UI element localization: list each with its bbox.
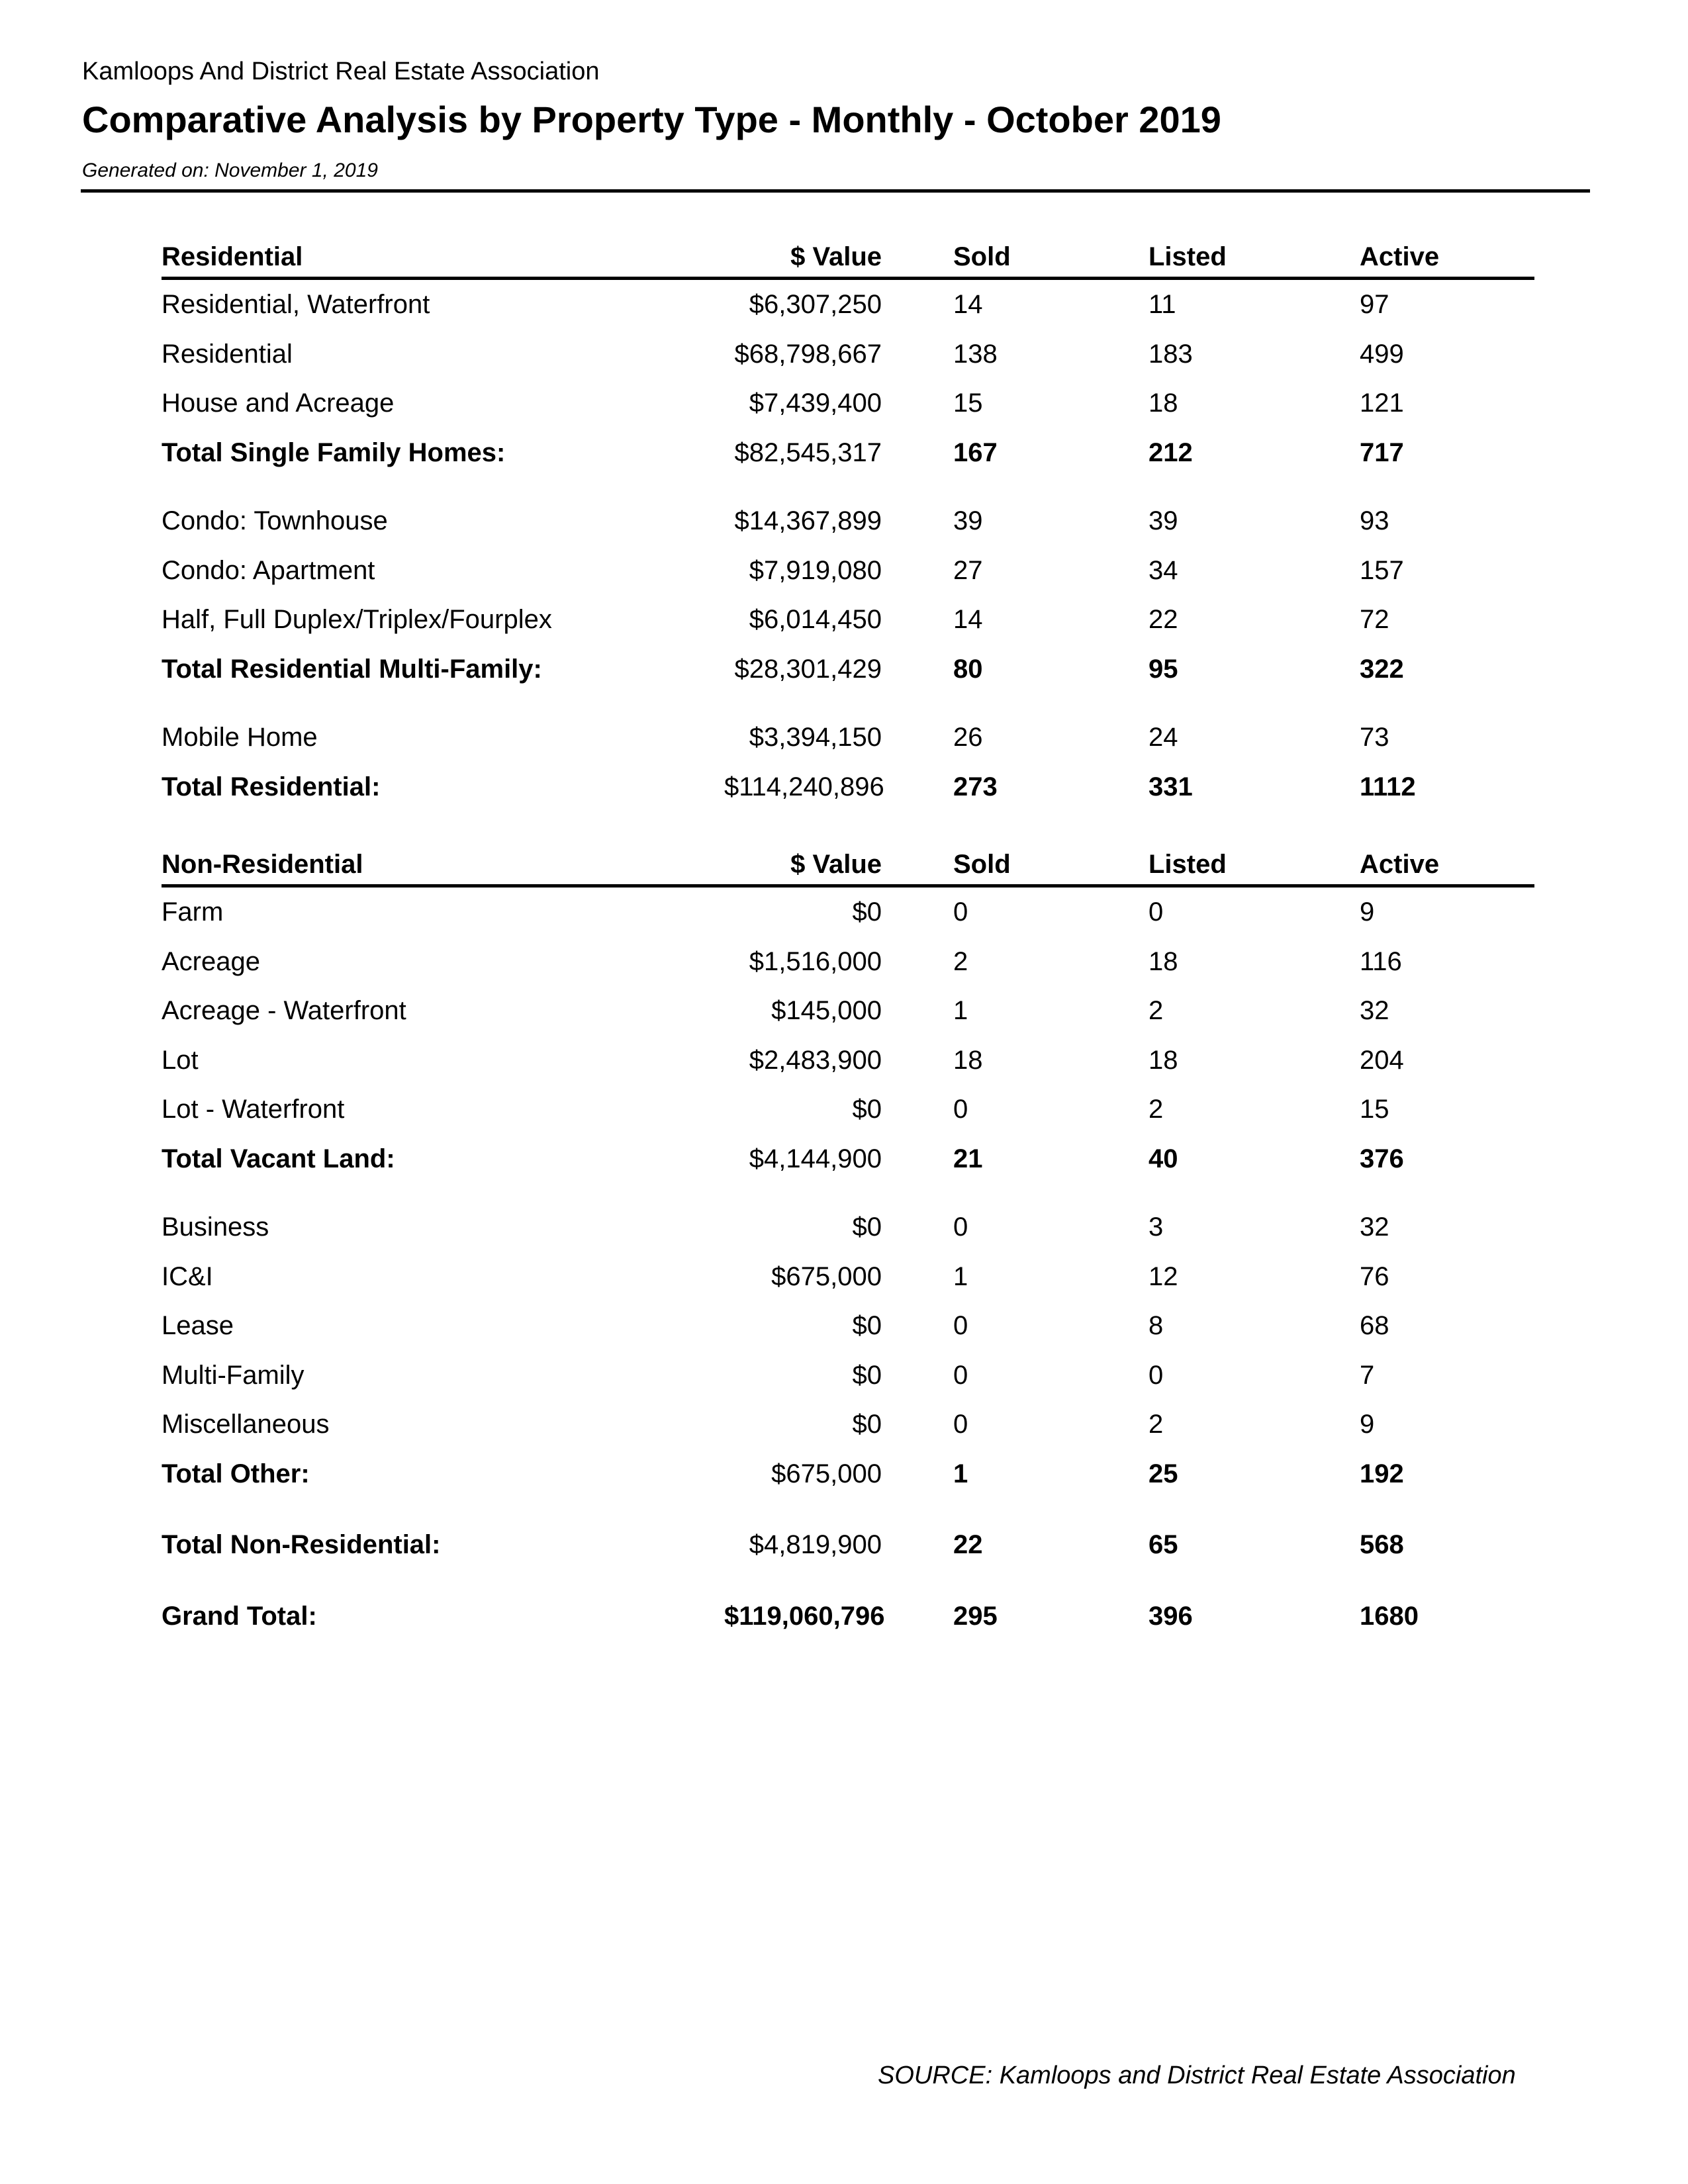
row-label: Miscellaneous: [162, 1410, 330, 1439]
column-header-active: Active: [1360, 841, 1534, 886]
row-label: Farm: [162, 897, 224, 927]
row-label: Total Residential:: [162, 772, 381, 801]
spacer: [162, 694, 1534, 713]
spacer: [162, 1183, 1534, 1203]
row-sold: 14: [953, 605, 983, 634]
row-active: 376: [1360, 1144, 1404, 1173]
column-header-value: $ Value: [724, 233, 882, 279]
spacer-cell: [162, 1498, 1534, 1520]
row-label: Acreage: [162, 946, 260, 976]
row-active: 76: [1360, 1261, 1389, 1291]
section-heading: Non-Residential: [162, 841, 724, 886]
row-active: 7: [1360, 1360, 1375, 1390]
column-gap: [882, 496, 953, 546]
column-gap: [882, 937, 953, 987]
row-listed: 2: [1149, 1410, 1164, 1439]
row-active: 73: [1360, 723, 1389, 752]
table-row: [162, 1400, 1534, 1449]
row-sold: 18: [953, 1045, 983, 1075]
table-row: [162, 279, 1534, 330]
subtotal-row-multi-family: [162, 645, 1534, 694]
table-row: [162, 1203, 1534, 1252]
row-value: $0: [852, 1311, 882, 1340]
table-row: [162, 595, 1534, 645]
column-gap: [882, 1203, 953, 1252]
row-listed: 40: [1149, 1144, 1178, 1173]
table-row: [162, 1351, 1534, 1400]
spacer: [162, 1498, 1534, 1520]
row-active: 157: [1360, 555, 1404, 585]
row-sold: 0: [953, 1360, 968, 1390]
row-label: Residential: [162, 339, 293, 369]
row-value: $6,014,450: [749, 605, 882, 634]
column-gap: [882, 1085, 953, 1134]
row-active: 72: [1360, 605, 1389, 634]
row-active: 9: [1360, 897, 1375, 927]
row-listed: 0: [1149, 1360, 1164, 1390]
row-sold: 80: [953, 654, 983, 684]
spacer: [162, 477, 1534, 496]
row-active: 32: [1360, 1212, 1389, 1242]
row-value: $1,516,000: [749, 946, 882, 976]
spacer-cell: [162, 694, 1534, 713]
row-value: $145,000: [771, 996, 882, 1025]
row-label: Total Vacant Land:: [162, 1144, 395, 1173]
spacer-cell: [162, 477, 1534, 496]
generated-date: Generated on: November 1, 2019: [82, 159, 378, 181]
row-listed: 396: [1149, 1601, 1193, 1631]
row-sold: 15: [953, 388, 983, 418]
subtotal-row-vacant-land: [162, 1134, 1534, 1184]
spacer-cell: [162, 1570, 1534, 1592]
row-label: Lot - Waterfront: [162, 1095, 345, 1124]
row-sold: 0: [953, 1410, 968, 1439]
row-value: $2,483,900: [749, 1045, 882, 1075]
residential-header-row: [162, 233, 1534, 279]
column-gap: [882, 428, 953, 478]
total-row-non-residential: [162, 1520, 1534, 1570]
report-title: Comparative Analysis by Property Type - Monthly - October 2019: [82, 99, 1221, 140]
row-active: 68: [1360, 1311, 1389, 1340]
column-gap: [882, 379, 953, 428]
row-active: 322: [1360, 654, 1404, 684]
row-sold: 14: [953, 290, 983, 319]
row-label: Acreage - Waterfront: [162, 996, 406, 1025]
row-active: 32: [1360, 996, 1389, 1025]
row-value: $82,545,317: [734, 437, 882, 467]
column-header-value: $ Value: [724, 841, 882, 886]
row-active: 116: [1360, 946, 1402, 976]
row-listed: 95: [1149, 654, 1178, 684]
column-header-sold: Sold: [953, 233, 1149, 279]
row-listed: 18: [1149, 1045, 1178, 1075]
row-value: $4,819,900: [749, 1530, 882, 1559]
total-row-residential: [162, 762, 1534, 812]
row-value: $0: [852, 1212, 882, 1242]
row-value: $0: [852, 897, 882, 927]
row-value: $7,919,080: [749, 555, 882, 585]
row-active: 204: [1360, 1045, 1404, 1075]
row-label: Multi-Family: [162, 1360, 305, 1390]
row-value: $4,144,900: [749, 1144, 882, 1173]
column-gap: [882, 986, 953, 1036]
row-listed: 22: [1149, 605, 1178, 634]
row-sold: 21: [953, 1144, 983, 1173]
row-label: Mobile Home: [162, 723, 318, 752]
column-gap: [882, 1449, 953, 1499]
spacer-cell: [162, 1183, 1534, 1203]
spacer: [162, 1570, 1534, 1592]
row-listed: 2: [1149, 1095, 1164, 1124]
row-value: $28,301,429: [734, 654, 882, 684]
table-row: [162, 496, 1534, 546]
row-listed: 25: [1149, 1459, 1178, 1488]
row-label: IC&I: [162, 1261, 213, 1291]
row-listed: 12: [1149, 1261, 1178, 1291]
row-sold: 1: [953, 996, 968, 1025]
row-sold: 1: [953, 1459, 968, 1488]
row-listed: 11: [1149, 290, 1176, 319]
row-listed: 65: [1149, 1530, 1178, 1559]
table-row: [162, 937, 1534, 987]
row-label: Lease: [162, 1311, 234, 1340]
column-gap: [882, 841, 953, 886]
residential-table: [162, 233, 1534, 811]
row-label: Lot: [162, 1045, 199, 1075]
row-sold: 138: [953, 339, 998, 369]
row-active: 97: [1360, 290, 1389, 319]
row-listed: 183: [1149, 339, 1193, 369]
column-gap: [882, 546, 953, 596]
table-row: [162, 1252, 1534, 1302]
column-gap: [882, 645, 953, 694]
column-header-listed: Listed: [1149, 233, 1360, 279]
row-listed: 3: [1149, 1212, 1164, 1242]
subtotal-row-single-family: [162, 428, 1534, 478]
column-gap: [882, 762, 953, 812]
row-value: $119,060,796: [724, 1601, 885, 1631]
row-listed: 39: [1149, 506, 1178, 535]
column-gap: [882, 233, 953, 279]
row-active: 1112: [1360, 772, 1416, 801]
row-sold: 0: [953, 897, 968, 927]
row-label: Grand Total:: [162, 1601, 317, 1631]
row-sold: 27: [953, 555, 983, 585]
row-value: $675,000: [771, 1261, 882, 1291]
column-gap: [882, 279, 953, 330]
row-sold: 0: [953, 1095, 968, 1124]
row-listed: 24: [1149, 723, 1178, 752]
non-residential-header-row: [162, 841, 1534, 886]
table-row: [162, 1301, 1534, 1351]
column-gap: [882, 1036, 953, 1085]
row-label: Business: [162, 1212, 269, 1242]
row-value: $675,000: [771, 1459, 882, 1488]
row-value: $0: [852, 1360, 882, 1390]
row-active: 568: [1360, 1530, 1404, 1559]
row-sold: 0: [953, 1311, 968, 1340]
header-divider: [81, 189, 1590, 193]
table-row: [162, 379, 1534, 428]
row-value: $68,798,667: [734, 339, 882, 369]
row-value: $114,240,896: [724, 772, 884, 801]
row-active: 717: [1360, 437, 1404, 467]
column-gap: [882, 1252, 953, 1302]
table-row: [162, 546, 1534, 596]
row-label: Condo: Townhouse: [162, 506, 388, 535]
row-listed: 212: [1149, 437, 1193, 467]
row-active: 192: [1360, 1459, 1404, 1488]
row-value: $7,439,400: [749, 388, 882, 418]
column-gap: [882, 1592, 953, 1641]
row-sold: 0: [953, 1212, 968, 1242]
row-label: House and Acreage: [162, 388, 395, 418]
column-gap: [882, 330, 953, 379]
grand-total-row: [162, 1592, 1534, 1641]
subtotal-row-other: [162, 1449, 1534, 1499]
row-active: 121: [1360, 388, 1404, 418]
row-label: Total Other:: [162, 1459, 310, 1488]
row-listed: 18: [1149, 388, 1178, 418]
row-label: Total Residential Multi-Family:: [162, 654, 542, 684]
section-heading: Residential: [162, 233, 724, 279]
row-listed: 0: [1149, 897, 1164, 927]
column-header-listed: Listed: [1149, 841, 1360, 886]
column-gap: [882, 1351, 953, 1400]
source-note: SOURCE: Kamloops and District Real Estate Association: [878, 2062, 1516, 2089]
organization-name: Kamloops And District Real Estate Association: [82, 58, 600, 85]
column-header-active: Active: [1360, 233, 1534, 279]
row-listed: 34: [1149, 555, 1178, 585]
row-label: Total Single Family Homes:: [162, 437, 506, 467]
row-active: 93: [1360, 506, 1389, 535]
column-gap: [882, 886, 953, 937]
table-row: [162, 886, 1534, 937]
table-row: [162, 1085, 1534, 1134]
column-header-sold: Sold: [953, 841, 1149, 886]
row-listed: 8: [1149, 1311, 1164, 1340]
row-sold: 295: [953, 1601, 998, 1631]
row-value: $14,367,899: [734, 506, 882, 535]
row-value: $0: [852, 1410, 882, 1439]
row-value: $6,307,250: [749, 290, 882, 319]
row-sold: 1: [953, 1261, 968, 1291]
row-listed: 18: [1149, 946, 1178, 976]
row-sold: 26: [953, 723, 983, 752]
table-row: [162, 986, 1534, 1036]
row-active: 499: [1360, 339, 1404, 369]
row-value: $0: [852, 1095, 882, 1124]
row-label: Condo: Apartment: [162, 555, 375, 585]
column-gap: [882, 1520, 953, 1570]
column-gap: [882, 1400, 953, 1449]
row-active: 1680: [1360, 1601, 1419, 1631]
row-active: 15: [1360, 1095, 1389, 1124]
table-row: [162, 1036, 1534, 1085]
column-gap: [882, 595, 953, 645]
column-gap: [882, 1301, 953, 1351]
row-sold: 2: [953, 946, 968, 976]
row-listed: 2: [1149, 996, 1164, 1025]
row-label: Residential, Waterfront: [162, 290, 430, 319]
column-gap: [882, 713, 953, 762]
row-sold: 22: [953, 1530, 983, 1559]
row-label: Total Non-Residential:: [162, 1530, 441, 1559]
row-sold: 39: [953, 506, 983, 535]
row-value: $3,394,150: [749, 723, 882, 752]
row-sold: 273: [953, 772, 998, 801]
column-gap: [882, 1134, 953, 1184]
table-row: [162, 713, 1534, 762]
row-listed: 331: [1149, 772, 1193, 801]
non-residential-table: [162, 841, 1534, 1641]
row-label: Half, Full Duplex/Triplex/Fourplex: [162, 605, 552, 634]
table-row: [162, 330, 1534, 379]
row-sold: 167: [953, 437, 998, 467]
row-active: 9: [1360, 1410, 1375, 1439]
